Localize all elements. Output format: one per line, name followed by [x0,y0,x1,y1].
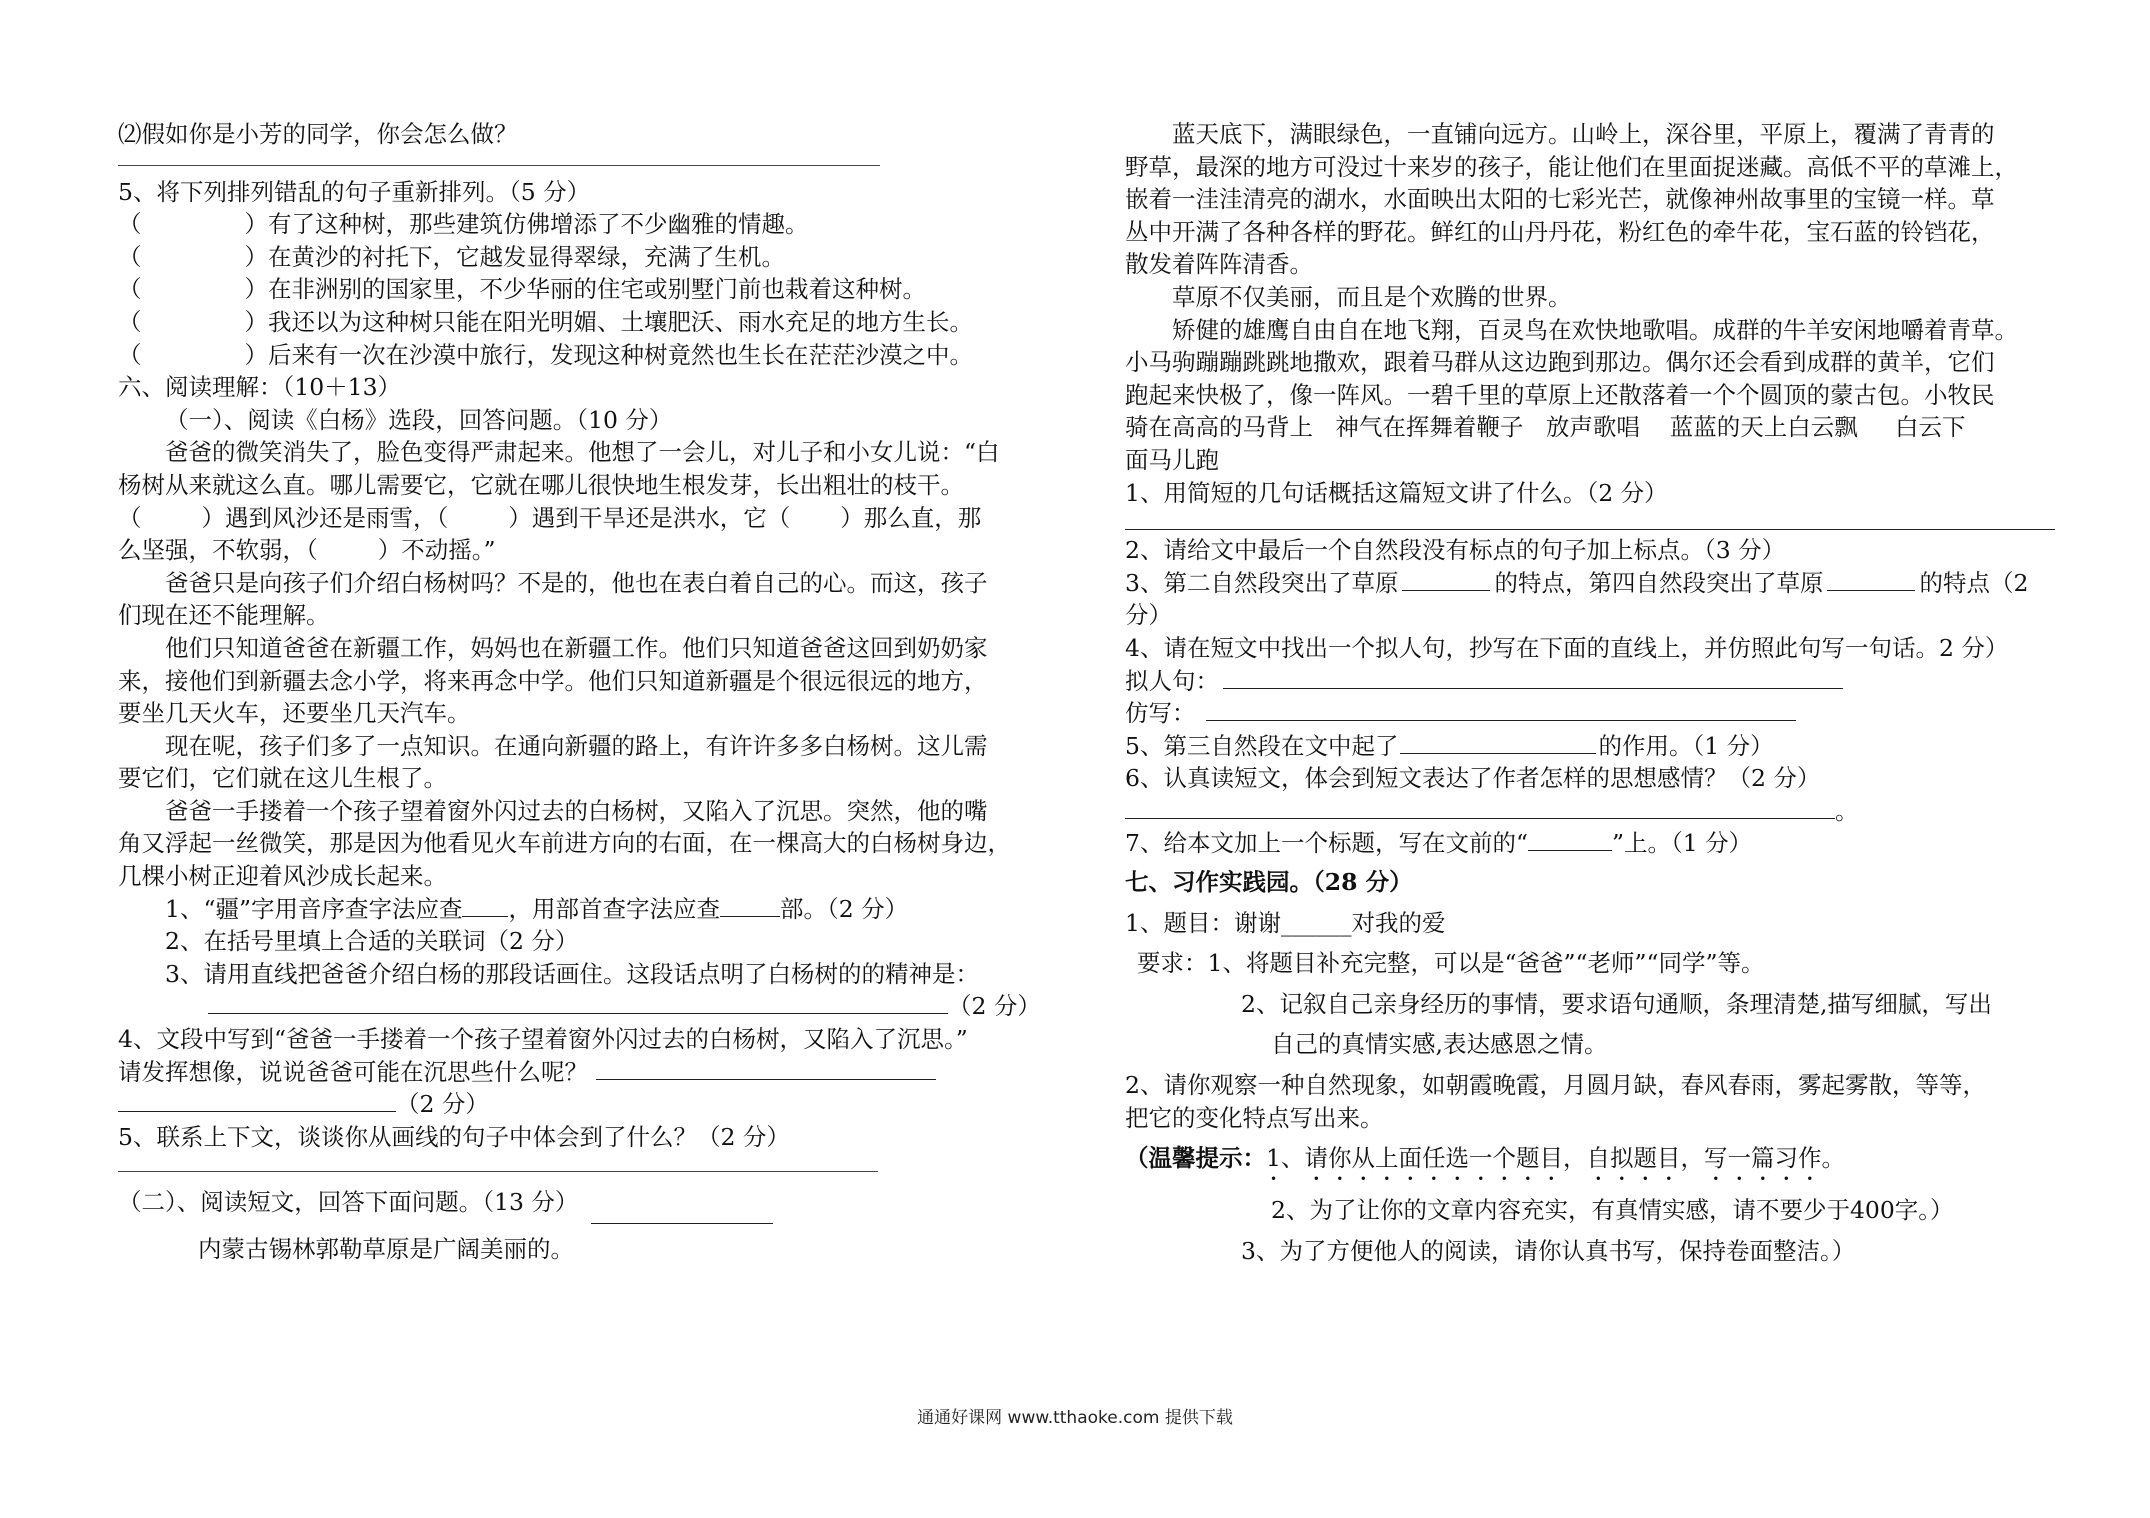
passage-line: 杨树从来就这么直。哪儿需要它，它就在哪儿很快地生根发芽，长出粗壮的枝干。 [118,470,964,499]
blank-line [1400,733,1596,754]
question-3: 3、请用直线把爸爸介绍白杨的那段话画住。这段话点明了白杨树的的精神是： [165,959,979,988]
blank-line [720,896,780,917]
question-3: 3、第二自然段突出了草原 的特点，第四自然段突出了草原 的特点（2 [1125,568,2029,597]
passage-first-line: 内蒙古锡林郭勒草原是广阔美丽的。 [198,1235,574,1263]
reorder-item-2: （ ）在黄沙的衬托下，它越发显得翠绿，充满了生机。 [118,242,785,271]
blank-line [1827,570,1915,591]
tip-label: （温馨提示： [1125,1144,1266,1173]
passage-line: 野草，最深的地方可没过十来岁的孩子，能让他们在里面捉迷藏。高低不平的草滩上， [1125,152,2018,181]
passage-line: 矫健的雄鹰自由自在地飞翔，百灵鸟在欢快地歌唱。成群的牛羊安闲地嚼着青草。 [1172,315,2018,344]
answer-line [208,993,948,1014]
question-5: 5、第三自然段在文中起了 的作用。（1 分） [1125,731,1774,760]
passage-line: 来，接他们到新疆去念小学，将来再念中学。他们只知道新疆是个很远很远的地方， [118,666,988,695]
composition-2: 2、请你观察一种自然现象，如朝霞晚霞，月圆月缺，春风春雨，雾起雾散，等等， [1125,1071,1986,1100]
answer-line [118,151,880,166]
answer-line [1125,509,2055,530]
question-4: 4、请在短文中找出一个拟人句，抄写在下面的直线上，并仿照此句写一句话。2 分） [1125,633,2009,662]
reorder-item-3: （ ）在非洲别的国家里，不少华丽的住宅或别墅门前也栽着这种树。 [118,275,926,304]
question-4-line2: 请发挥想像，说说爸爸可能在沉思些什么呢？ [118,1056,1053,1089]
answer-line [596,1059,936,1080]
passage-line-blanks: （ ）遇到风沙还是雨雪，（ ）遇到干旱还是洪水，它（ ）那么直，那 [118,503,982,532]
question-1: 1、“疆”字用音序查字法应查 ，用部首查字法应查 部。（2 分） [165,894,909,923]
passage-line: 爸爸一手搂着一个孩子望着窗外闪过去的白杨树，又陷入了沉思。突然，他的嘴 [165,796,988,825]
question-5-title: 5、将下列排列错乱的句子重新排列。（5 分） [118,177,591,206]
question-3-answer: （2 分） [118,990,1053,1023]
requirement-2: 2、记叙自己亲身经历的事情，要求语句通顺，条理清楚,描写细腻，写出 [1241,989,1992,1018]
passage-line: 散发着阵阵清香。 [1125,250,1313,279]
passage-line: 爸爸的微笑消失了，脸色变得严肃起来。他想了一会儿，对儿子和小女儿说：“白 [165,438,1000,467]
passage-line: 小马驹蹦蹦跳跳地撒欢，跟着马群从这边跑到那边。偶尔还会看到成群的黄羊，它们 [1125,348,1995,377]
tip-1: （温馨提示：1、请你从上面任选一个题目，自拟题目，写一篇习作。 [1125,1144,1845,1173]
reorder-item-4: （ ）我还以为这种树只能在阳光明媚、土壤肥沃、雨水充足的地方生长。 [118,307,973,336]
answer-line [1206,700,1796,721]
blank-line [1528,830,1612,851]
answer-line [1223,668,1843,689]
passage-line: 丛中开满了各种各样的野花。鲜红的山丹丹花，粉红色的牵牛花，宝石蓝的铃铛花， [1125,217,1995,246]
question-3-cont: 分） [1125,601,1172,630]
question-4-answer: （2 分） [118,1088,1053,1121]
title-line [591,1223,773,1224]
reorder-item-5: （ ）后来有一次在沙漠中旅行，发现这种树竟然也生长在茫茫沙漠之中。 [118,340,973,369]
left-column [118,118,1053,1266]
question-7: 7、给本文加上一个标题，写在文前的“ ”上。（1 分） [1125,829,1753,858]
personification-line: 拟人句： [1125,665,2055,698]
tip-3: 3、为了方便他人的阅读，请你认真书写，保持卷面整洁。） [1241,1236,1856,1265]
passage-line: 嵌着一洼洼清亮的湖水，水面映出太阳的七彩光芒，就像神州故事里的宝镜一样。草 [1125,185,1995,214]
tip-2: 2、为了让你的文章内容充实，有真情实感，请不要少于400字。） [1271,1196,1954,1225]
imitation-line: 仿写： [1125,697,2055,730]
passage-line: 要坐几天火车，还要坐几天汽车。 [118,699,471,728]
passage-line-blanks: 么坚强，不软弱，（ ）不动摇。” [118,536,496,565]
blank-line [462,896,508,917]
passage-line: 跑起来快极了，像一阵风。一碧千里的草原上还散落着一个个圆顶的蒙古包。小牧民 [1125,380,1995,409]
passage-line: 草原不仅美丽，而且是个欢腾的世界。 [1172,282,1572,311]
section-7-title: 七、习作实践园。（28 分） [1125,868,1413,897]
footer-credit: 通通好课网 www.tthaoke.com 提供下载 [917,1408,1233,1428]
part-2-title: （二）、阅读短文，回答下面问题。（13 分） [118,1188,579,1217]
part-1-title: （一）、阅读《白杨》选段，回答问题。（10 分） [165,405,673,434]
question-2: 2、在括号里填上合适的关联词（2 分） [165,927,579,956]
answer-line [1125,798,1835,819]
passage-line: 几棵小树正迎着风沙成长起来。 [118,862,447,891]
passage-line: 他们只知道爸爸在新疆工作，妈妈也在新疆工作。他们只知道爸爸这回到奶奶家 [165,633,988,662]
passage-line: 角又浮起一丝微笑，那是因为他看见火车前进方向的右面，在一棵高大的白杨树身边， [118,829,1011,858]
passage-line: 要它们，它们就在这儿生根了。 [118,764,447,793]
question-1: 1、用简短的几句话概括这篇短文讲了什么。（2 分） [1125,478,1668,507]
question-6-answer: 。 [1125,795,2055,828]
requirement-3: 自己的真情实感,表达感恩之情。 [1271,1030,1608,1059]
blank-line [1402,570,1490,591]
reorder-item-1: （ ）有了这种树，那些建筑仿佛增添了不少幽雅的情趣。 [118,210,809,239]
question-6: 6、认真读短文，体会到短文表达了作者怎样的思想感情？（2 分） [1125,764,1821,793]
passage-line: 爸爸只是向孩子们介绍白杨树吗？不是的，他也在表白着自己的心。而这，孩子 [165,568,988,597]
question-2-2: ⑵假如你是小芳的同学，你会怎么做？ [118,120,518,148]
passage-line: 们现在还不能理解。 [118,601,330,630]
answer-line [118,1153,878,1172]
answer-line [118,1091,396,1112]
question-2: 2、请给文中最后一个自然段没有标点的句子加上标点。（3 分） [1125,536,1786,565]
question-4: 4、文段中写到“爸爸一手搂着一个孩子望着窗外闪过去的白杨树，又陷入了沉思。” [118,1025,968,1054]
right-column [1125,118,2055,1267]
passage-line: 骑在高高的马背上 神气在挥舞着鞭子 放声歌唱 蓝蓝的天上白云飘 白云下 [1125,413,1966,442]
requirement-1: 要求：1、将题目补充完整，可以是“爸爸”“老师”“同学”等。 [1137,949,1765,978]
section-6-title: 六、阅读理解：（10＋13） [118,373,402,402]
passage-line: 面马儿跑 [1125,445,1219,474]
passage-line: 蓝天底下，满眼绿色，一直铺向远方。山岭上，深谷里，平原上，覆满了青青的 [1172,120,1995,148]
composition-2-cont: 把它的变化特点写出来。 [1125,1103,1384,1132]
composition-1-title: 1、题目：谢谢______对我的爱 [1125,908,1446,937]
passage-line: 现在呢，孩子们多了一点知识。在通向新疆的路上，有许许多多白杨树。这儿需 [165,731,988,760]
question-5: 5、联系上下文，谈谈你从画线的句子中体会到了什么？（2 分） [118,1122,790,1151]
